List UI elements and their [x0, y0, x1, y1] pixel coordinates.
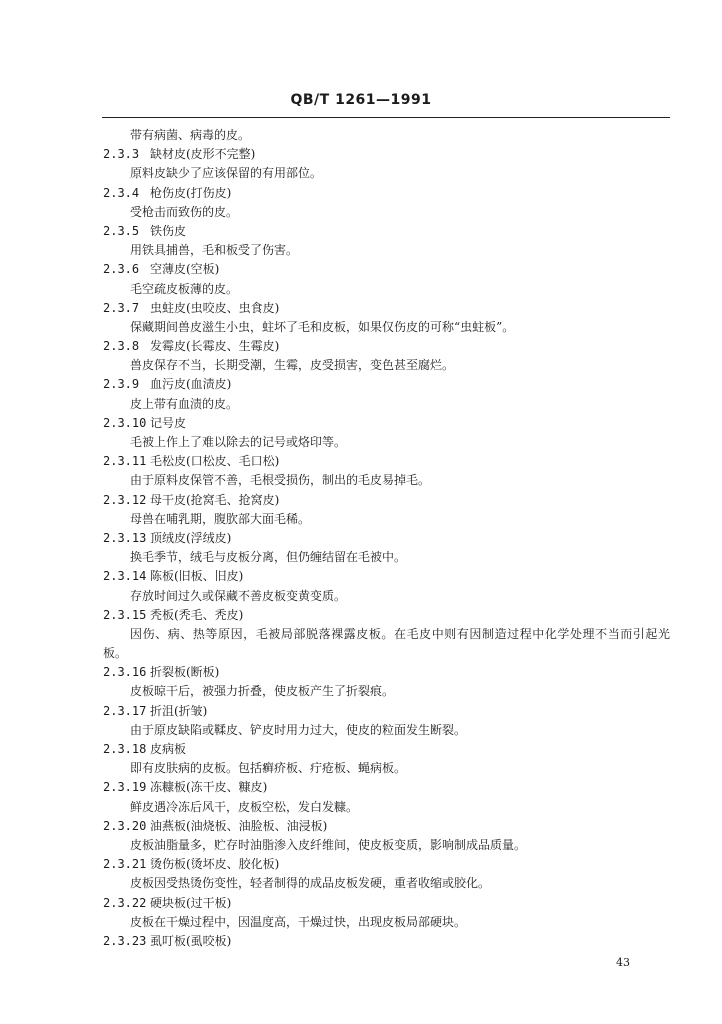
term-heading: [0, 663, 722, 682]
term-heading: [0, 817, 722, 836]
term-title: 折裂板(断板): [150, 665, 220, 680]
term-number: 2.3.6: [103, 262, 140, 277]
term-heading: [0, 894, 722, 913]
term-title: 枪伤皮(打伤皮): [150, 185, 232, 200]
definition-line: [0, 625, 722, 644]
term-heading: [0, 337, 722, 356]
term-number: 2.3.19: [103, 780, 147, 795]
definition-line: [0, 721, 722, 740]
definition-line: [0, 203, 722, 222]
term-number: 2.3.17: [103, 703, 147, 718]
definition-line: [0, 682, 722, 701]
definition-line: [0, 164, 722, 183]
definition-line: [0, 759, 722, 778]
term-number: 2.3.9: [103, 377, 140, 392]
term-number: 2.3.14: [103, 569, 147, 584]
definition-text: 由于原料皮保管不善，毛根受损伤，制出的毛皮易掉毛。: [130, 473, 431, 488]
definition-text: 皮板晾干后，被强力折叠，使皮板产生了折裂痕。: [130, 684, 395, 699]
definition-line: [0, 510, 722, 529]
term-number: 2.3.23: [103, 933, 147, 948]
term-title: 发霉皮(长霉皮、生霉皮): [150, 339, 280, 354]
definition-text: 母兽在哺乳期，腹肷部大面毛稀。: [130, 511, 311, 526]
term-title: 顶绒皮(浮绒皮): [150, 530, 232, 545]
term-title: 秃板(秃毛、秃皮): [150, 607, 244, 622]
definition-line: [0, 318, 722, 337]
term-heading: [0, 260, 722, 279]
term-number: 2.3.12: [103, 492, 147, 507]
definition-line: [0, 356, 722, 375]
definition-line: [0, 587, 722, 606]
term-title: 冻糠板(冻干皮、糠皮): [150, 780, 268, 795]
definition-text: 兽皮保存不当，长期受潮，生霉，皮受损害，变色甚至腐烂。: [130, 358, 455, 373]
term-number: 2.3.10: [103, 415, 147, 430]
definition-text: 鲜皮遇冷冻后风干，皮板空松，发白发糠。: [130, 799, 359, 814]
term-heading: [0, 145, 722, 164]
term-list: [0, 126, 722, 951]
page-number: 43: [616, 956, 630, 969]
definition-text: 换毛季节，绒毛与皮板分离，但仍缠结留在毛被中。: [130, 550, 407, 565]
definition-text: 板。: [103, 646, 128, 661]
definition-text: 由于原皮缺陷或鞣皮、铲皮时用力过大，使皮的粒面发生断裂。: [130, 722, 467, 737]
definition-text: 毛被上作上了难以除去的记号或烙印等。: [130, 435, 347, 449]
definition-line: [0, 548, 722, 567]
term-title: 记号皮: [150, 415, 187, 430]
term-number: 2.3.11: [103, 454, 147, 469]
term-title: 铁伤皮: [150, 223, 187, 238]
definition-text: 皮板在干燥过程中，因温度高，干燥过快，出现皮板局部硬块。: [130, 914, 467, 929]
term-heading: [0, 855, 722, 874]
term-number: 2.3.22: [103, 895, 147, 910]
definition-line: [0, 471, 722, 490]
term-number: 2.3.7: [103, 300, 140, 315]
term-title: 折沮(折皱): [150, 703, 208, 718]
term-number: 2.3.16: [103, 665, 147, 680]
term-number: 2.3.21: [103, 857, 147, 872]
term-heading: [0, 299, 722, 318]
term-number: 2.3.15: [103, 607, 147, 622]
term-number: 2.3.5: [103, 223, 140, 238]
term-title: 陈板(旧板、旧皮): [150, 569, 244, 584]
definition-text: 毛空疏皮板薄的皮。: [130, 281, 239, 296]
term-heading: [0, 375, 722, 394]
term-number: 2.3.4: [103, 185, 140, 200]
term-number: 2.3.20: [103, 818, 147, 833]
definition-text: 受枪击而致伤的皮。: [130, 204, 239, 219]
definition-text: 用铁具捕兽，毛和板受了伤害。: [130, 243, 299, 258]
term-heading: [0, 414, 722, 433]
definition-line: [0, 798, 722, 817]
definition-text: 皮板因受热烫伤变性，轻者制得的成品皮板发硬，重者收缩或胶化。: [130, 876, 491, 891]
term-number: 2.3.8: [103, 339, 140, 354]
term-title: 空薄皮(空板): [150, 262, 220, 277]
definition-text: 皮上带有血渍的皮。: [130, 396, 239, 411]
definition-line: [0, 836, 722, 855]
term-heading: [0, 740, 722, 759]
definition-text: 皮板油脂量多，贮存时油脂渗入皮纤维间，使皮板变质，影响制成品质量。: [130, 837, 527, 852]
term-title: 烫伤板(烫坏皮、胶化板): [150, 857, 280, 872]
term-number: 2.3.13: [103, 530, 147, 545]
term-title: 油燕板(油烧板、油脸板、油浸板): [150, 818, 328, 833]
definition-text: 因伤、病、热等原因，毛被局部脱落裸露皮板。在毛皮中则有因制造过程中化学处理不当而引起光: [130, 626, 670, 641]
term-heading: [0, 184, 722, 203]
term-heading: [0, 932, 722, 951]
definition-line: [0, 433, 722, 452]
term-number: 2.3.3: [103, 147, 140, 162]
term-heading: [0, 606, 722, 625]
definition-text: 保藏期间兽皮滋生小虫，蛀坏了毛和皮板，如果仅伤皮的可称“虫蛀板”。: [130, 319, 515, 334]
term-title: 缺材皮(皮形不完整): [150, 147, 256, 162]
term-title: 血污皮(血渍皮): [150, 377, 232, 392]
term-title: 虫蛀皮(虫咬皮、虫食皮): [150, 300, 280, 315]
definition-line: [0, 874, 722, 893]
term-title: 虱叮板(虱咬板): [150, 933, 232, 948]
definition-line: [0, 126, 722, 145]
term-title: 母干皮(抢窝毛、抢窝皮): [150, 492, 280, 507]
header-rule: [102, 117, 670, 118]
term-heading: [0, 567, 722, 586]
definition-text: 原料皮缺少了应该保留的有用部位。: [130, 166, 323, 181]
term-heading: [0, 778, 722, 797]
term-title: 皮病板: [150, 742, 187, 756]
term-heading: [0, 491, 722, 510]
term-title: 毛松皮(口松皮、毛口松): [150, 454, 280, 469]
term-heading: [0, 452, 722, 471]
definition-line: [0, 913, 722, 932]
definition-text: 即有皮肤病的皮板。包括癣疥板、疔疮板、蝇病板。: [130, 761, 407, 776]
definition-line: [0, 241, 722, 260]
definition-line: [0, 395, 722, 414]
term-heading: [0, 222, 722, 241]
definition-line: [0, 280, 722, 299]
standard-header: QB/T 1261—1991: [290, 92, 432, 108]
definition-text: 带有病菌、病毒的皮。: [130, 128, 251, 142]
term-heading: [0, 702, 722, 721]
term-heading: [0, 529, 722, 548]
definition-continuation: [0, 644, 722, 663]
term-title: 硬块板(过干板): [150, 895, 232, 910]
definition-text: 存放时间过久或保藏不善皮板变黄变质。: [130, 588, 347, 603]
term-number: 2.3.18: [103, 742, 147, 756]
